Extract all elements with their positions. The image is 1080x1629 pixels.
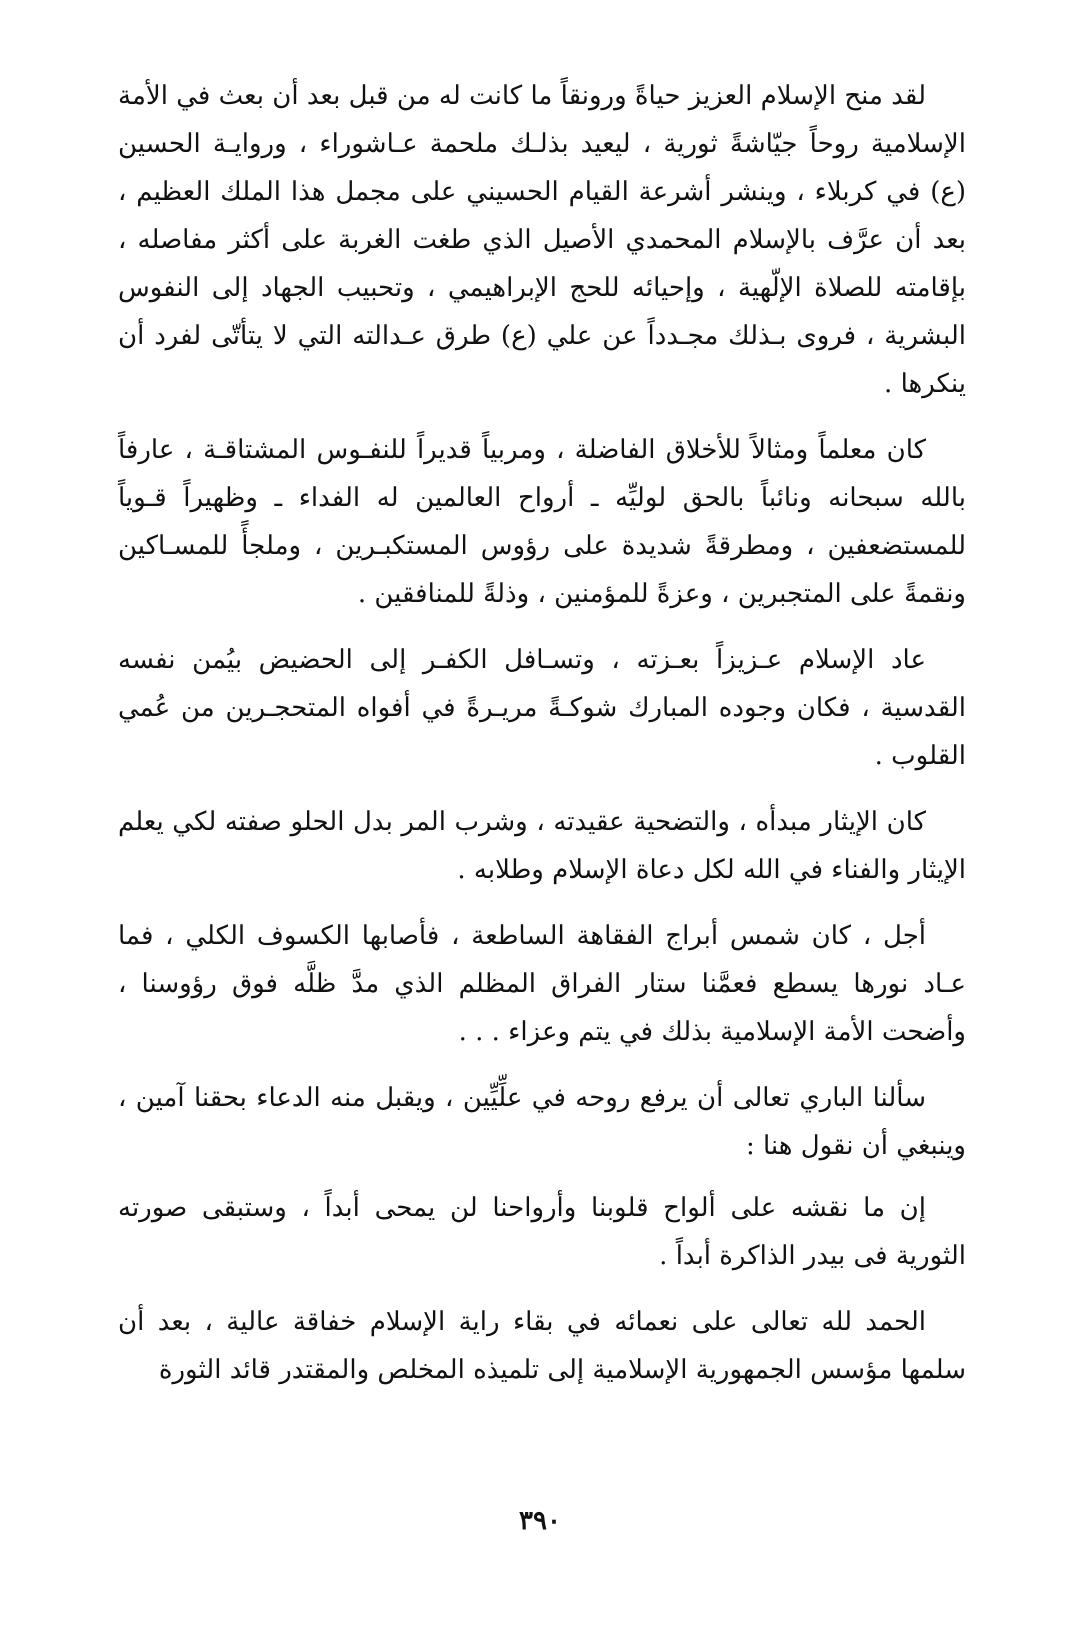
paragraph-6: سألنا الباري تعالى أن يرفع روحه في علِّيِّين ، ويقبل منه الدعاء بحقنا آمين ، وينبغي أن نقول هنا :	[118, 1083, 966, 1161]
page-number: ٣٩٠	[519, 1506, 561, 1536]
paragraph-8: الحمد لله تعالى على نعمائه في بقاء راية الإسلام خفاقة عالية ، بعد أن سلمها مؤسس الجمهورية الإسلامية إلى تلميذه المخلص والمقتدر قائد الثورة	[118, 1307, 966, 1385]
paragraph-2: كان معلماً ومثالاً للأخلاق الفاضلة ، ومربياً قديراً للنفـوس المشتاقـة ، عارفاً بالله سبحانه ونائباً بالحق لوليِّه ـ أرواح العالمين له الفداء ـ وظهيراً قـوياً للمستضعفين ، ومطرقةً شديدة على رؤوس المستكبـرين ، وملجأً للمسـاكين ونقمةً على المتجبرين ، وعزةً للمؤمنين ، وذلةً للمنافقين .	[118, 435, 966, 609]
paragraph-7: إن ما نقشه على ألواح قلوبنا وأرواحنا لن يمحى أبداً ، وستبقى صورته الثورية فى بيدر الذاكرة أبداً .	[118, 1193, 966, 1271]
paragraph-1: لقد منح الإسلام العزيز حياةً ورونقاً ما كانت له من قبل بعد أن بعث في الأمة الإسلامية روحاً جيّاشةً ثورية ، ليعيد بذلـك ملحمة عـاشوراء ، وروايـة الحسين (ع) في كربلاء ، وينشر أشرعة القيام الحسيني على مجمل هذا الملك العظيم ، بعد أن عرَّف بالإسلام المحمدي الأصيل الذي طغت الغربة على أكثر مفاصله ، بإقامته للصلاة الإلّهية ، وإحيائه للحج الإبراهيمي ، وتحبيب الجهاد إلى النفوس البشرية ، فروى بـذلك مجـدداً عن علي (ع) طرق عـدالته التي لا يتأتّى لفرد أن ينكرها .	[118, 81, 967, 399]
body-text	[118, 72, 966, 1412]
paragraph-4: كان الإيثار مبدأه ، والتضحية عقيدته ، وشرب المر بدل الحلو صفته لكي يعلم الإيثار والفناء في الله لكل دعاة الإسلام وطلابه .	[118, 807, 966, 885]
paragraph-3: عاد الإسلام عـزيزاً بعـزته ، وتسـافل الكفـر إلى الحضيض بيُمن نفسه القدسية ، فكان وجوده المبارك شوكـةً مريـرةً في أفواه المتحجـرين من عُمي القلوب .	[118, 645, 966, 771]
paragraph-5: أجل ، كان شمس أبراج الفقاهة الساطعة ، فأصابها الكسوف الكلي ، فما عـاد نورها يسطع فعمَّنا ستار الفراق المظلم الذي مدَّ ظلَّه فوق رؤوسنا ، وأضحت الأمة الإسلامية بذلك في يتم وعزاء . . .	[118, 921, 966, 1047]
